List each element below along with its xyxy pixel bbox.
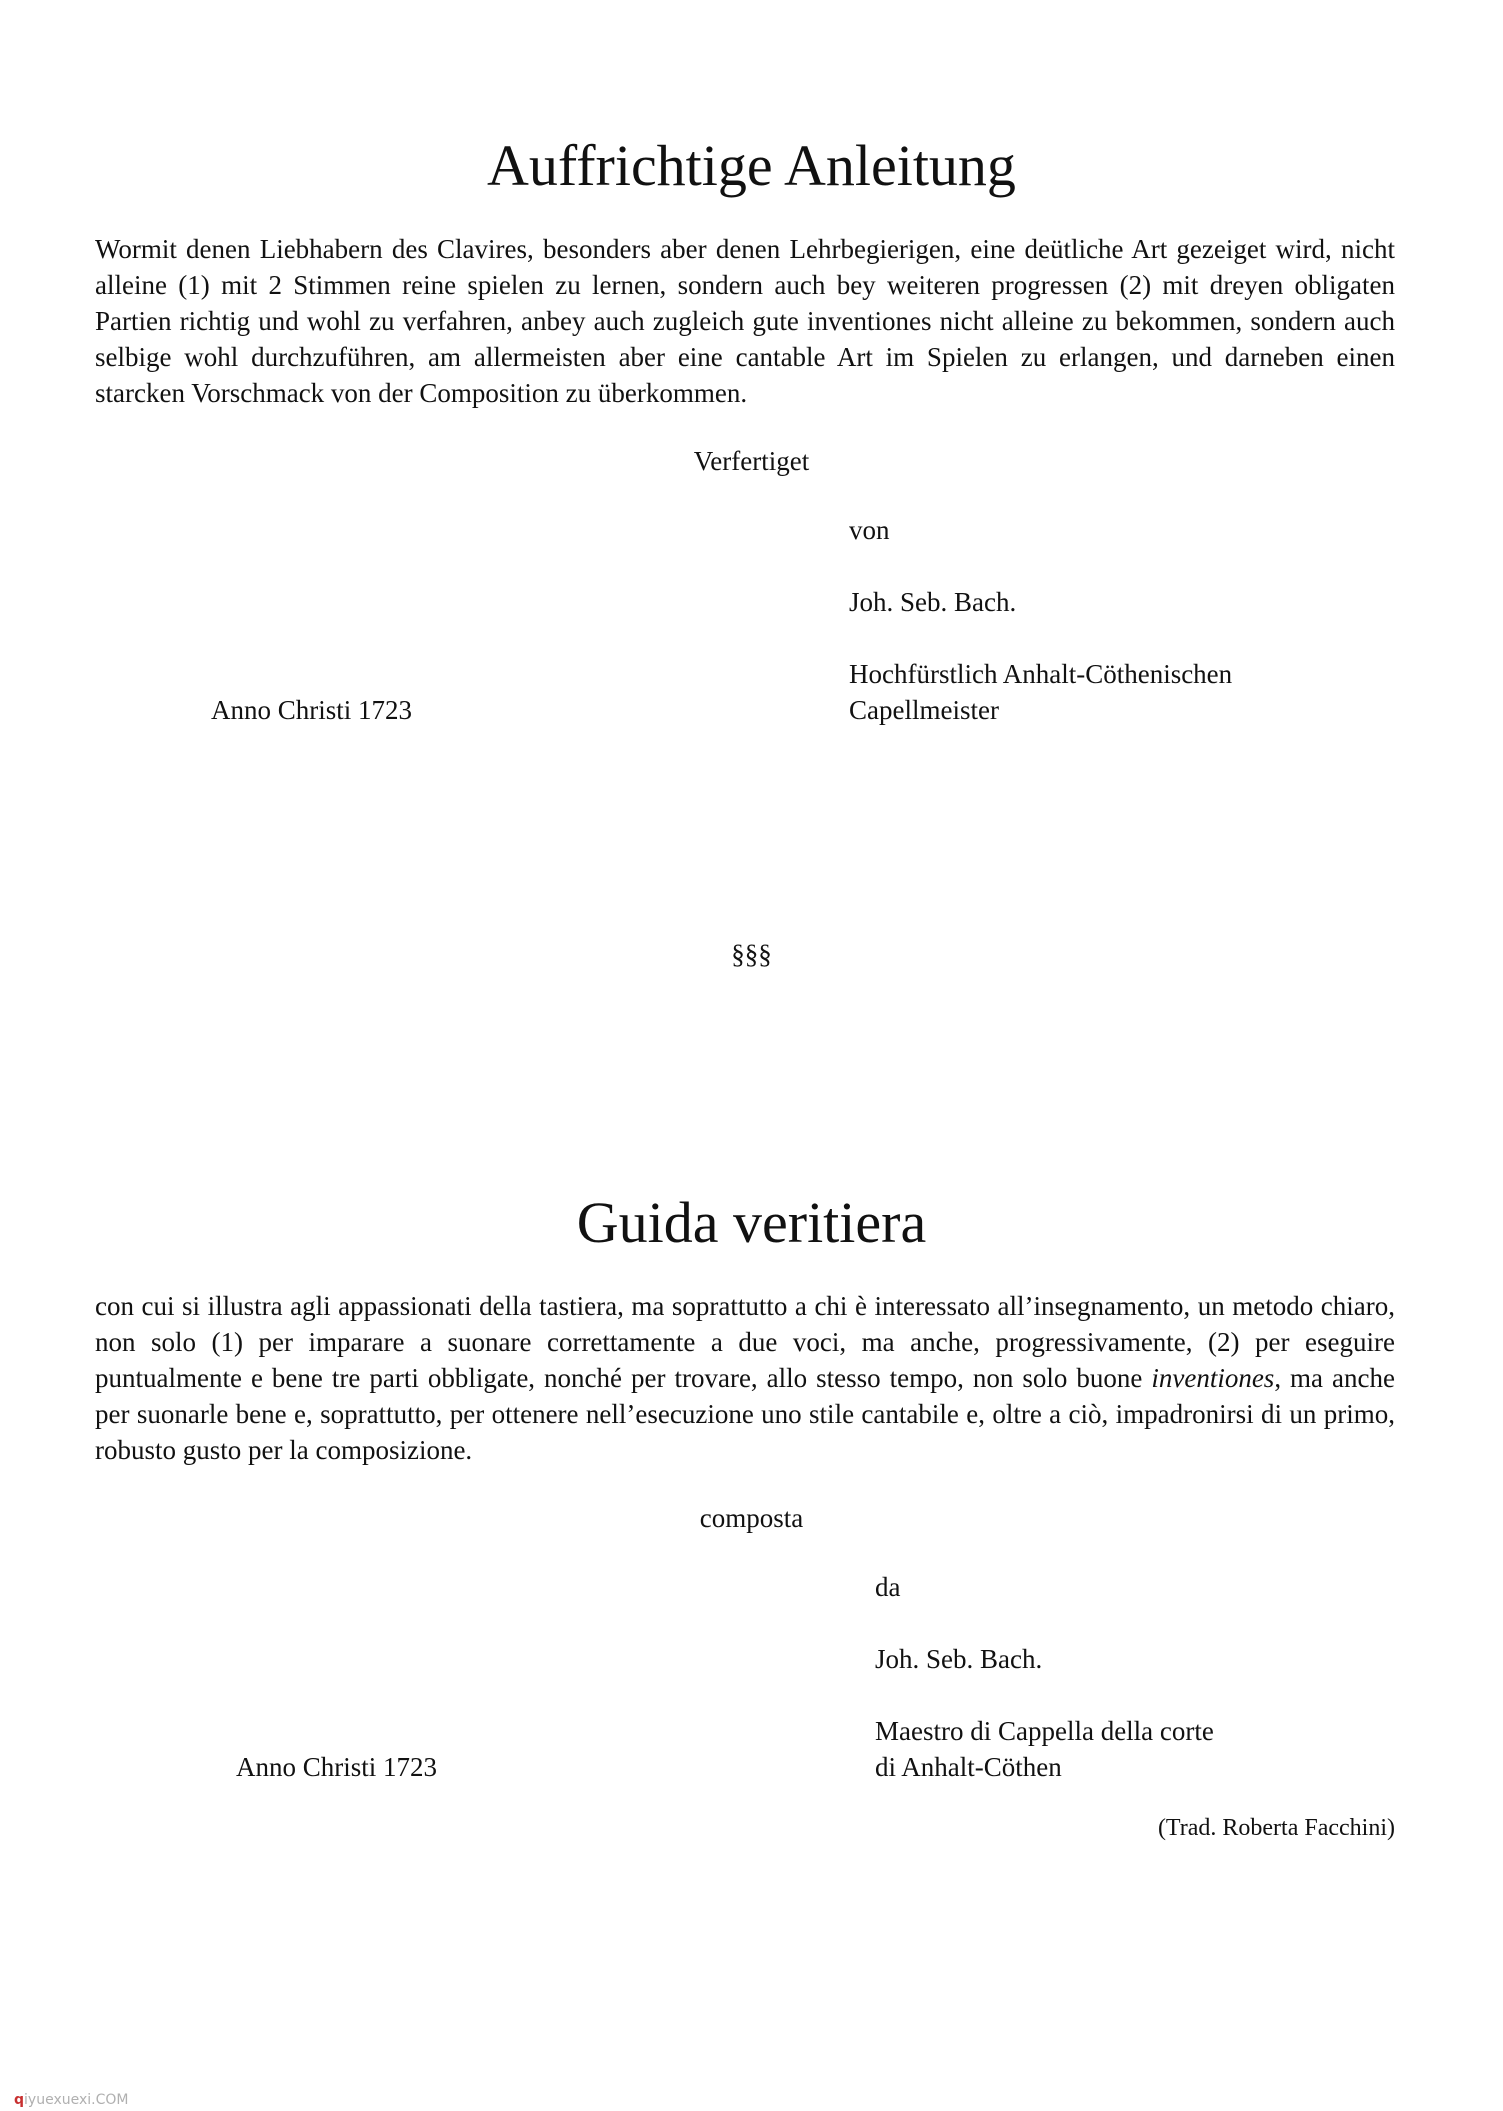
italian-paragraph-italic-term: inventiones	[1151, 1363, 1275, 1393]
german-paragraph: Wormit denen Liebhabern des Clavires, besonders aber denen Lehrbegierigen, eine deütliche Art gezeiget wird, nicht alleine (1) mit 2 Stimmen reine spielen zu lernen, sondern auch bey weiteren progressen (2) mit dreyen obligaten Partien richtig und wohl zu verfahren, anbey auch zugleich gute inventiones nicht alleine zu bekommen, sondern auch selbige wohl durchzuführen, am allermeisten aber eine cantable Art im Spielen zu erlangen, und darneben einen starcken Vorschmack von der Composition zu überkommen.	[95, 234, 1395, 408]
watermark-logo-icon: q	[14, 2092, 25, 2108]
german-title: Auffrichtige Anleitung	[487, 133, 1016, 198]
italian-paragraph	[95, 1288, 1395, 1468]
italian-made-label: composta	[699, 1503, 804, 1533]
italian-paragraph-text-start: con cui si illustra agli appassionati della tastiera, ma soprattutto a chi è interessato all’insegnamento, un metodo chiaro, non solo (1) per imparare a suonare correttamente a due voci, ma anche, progressivamente, (2) per eseguire puntualmente e bene tre parti obbligate, nonché per trovare, allo stesso tempo, non solo buone	[95, 1291, 1395, 1393]
site-watermark	[14, 2092, 128, 2108]
german-position-line1: Hochfürstlich Anhalt-Cöthenischen	[849, 659, 1233, 689]
italian-by-label: da	[875, 1572, 901, 1602]
german-by-label: von	[849, 515, 890, 545]
italian-position-line2: di Anhalt-Cöthen	[875, 1752, 1062, 1782]
italian-paragraph-text-end: , ma anche per suonarle bene e, soprattutto, per ottenere nell’esecuzione uno stile cantabile e, oltre a ciò, impadronirsi di un primo, robusto gusto per la composizione.	[95, 1363, 1395, 1465]
italian-title: Guida veritiera	[576, 1190, 927, 1255]
italian-position-line1: Maestro di Cappella della corte	[875, 1716, 1214, 1746]
german-author-name: Joh. Seb. Bach.	[849, 587, 1017, 617]
german-position-line2: Capellmeister	[849, 695, 999, 725]
watermark-text: iyuexuexi.COM	[24, 2092, 129, 2108]
section-separator: §§§	[731, 939, 772, 969]
italian-year: Anno Christi 1723	[236, 1752, 438, 1782]
german-year: Anno Christi 1723	[211, 695, 413, 725]
german-made-label: Verfertiget	[693, 446, 810, 476]
translator-credit: (Trad. Roberta Facchini)	[1157, 1815, 1395, 1841]
italian-author-name: Joh. Seb. Bach.	[875, 1644, 1043, 1674]
